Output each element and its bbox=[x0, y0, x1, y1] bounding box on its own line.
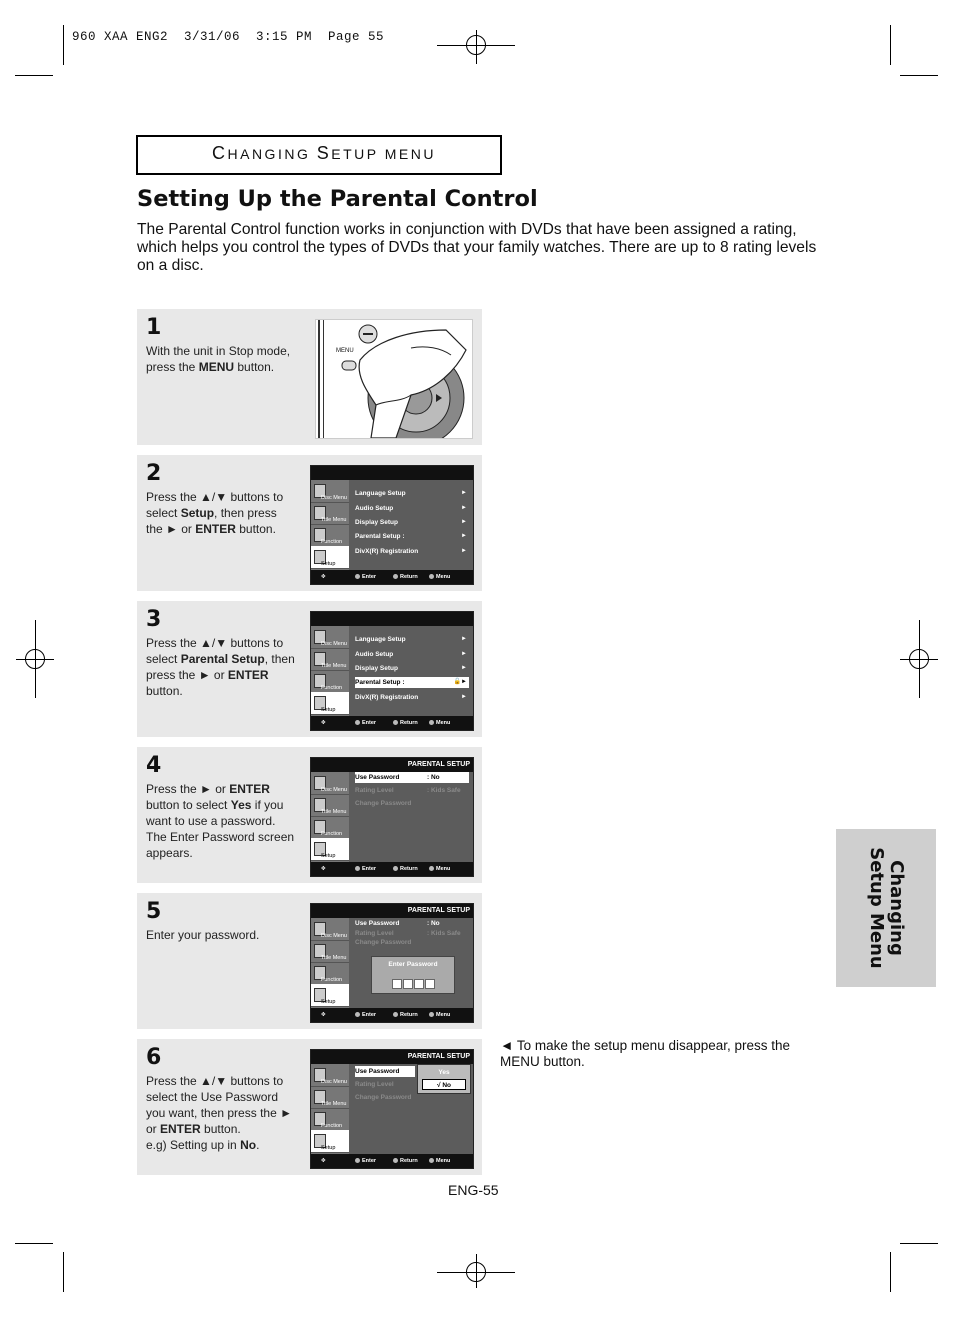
side-item-disc-menu: Disc Menu bbox=[311, 772, 349, 795]
osd-title-bar bbox=[311, 612, 473, 626]
osd-title-bar: PARENTAL SETUP bbox=[311, 904, 473, 918]
registration-mark bbox=[466, 1262, 486, 1282]
side-item-function: Function bbox=[311, 1108, 349, 1131]
step-text: Press the ▲/▼ buttons to select Setup, then press the ► or ENTER button. bbox=[146, 490, 284, 536]
step-text: Press the ▲/▼ buttons to select the Use Password you want, then press the ► or ENTER button. e.g) Setting up in No. bbox=[146, 1074, 292, 1152]
menu-row-selected: Use Password : No bbox=[355, 772, 469, 783]
side-item-function: Function bbox=[311, 524, 349, 547]
step-4 bbox=[137, 747, 482, 883]
side-item-setup: Setup bbox=[311, 546, 349, 569]
step-3 bbox=[137, 601, 482, 737]
registration-mark bbox=[466, 35, 486, 55]
lock-icon: 🔓► bbox=[453, 679, 467, 685]
menu-row: Rating Level : Kids Safe bbox=[355, 930, 461, 937]
side-item-function: Function bbox=[311, 962, 349, 985]
step-number: 4 bbox=[146, 753, 162, 778]
osd-title-bar bbox=[311, 466, 473, 480]
menu-row: Use Password : No bbox=[355, 920, 440, 927]
osd-yes-no-screen bbox=[310, 1049, 474, 1169]
side-item-setup: Setup bbox=[311, 692, 349, 715]
crop-mark bbox=[15, 1243, 53, 1244]
osd-bottom-bar: ✥ Enter Return Menu bbox=[311, 862, 473, 876]
osd-parental-screen bbox=[310, 757, 474, 877]
step-number: 6 bbox=[146, 1045, 162, 1070]
enter-password-dialog bbox=[371, 956, 455, 994]
osd-title-bar: PARENTAL SETUP bbox=[311, 1050, 473, 1064]
hand-pressing-menu-icon bbox=[316, 320, 472, 438]
side-item-function: Function bbox=[311, 816, 349, 839]
page-number: ENG-55 bbox=[448, 1182, 499, 1198]
menu-row: Change Password bbox=[355, 1094, 412, 1101]
osd-bottom-bar: ✥ Enter Return Menu bbox=[311, 1154, 473, 1168]
step-6 bbox=[137, 1039, 482, 1175]
menu-row: Change Password bbox=[355, 800, 412, 807]
password-digit bbox=[425, 979, 435, 989]
side-item-function: Function bbox=[311, 670, 349, 693]
intro-paragraph: The Parental Control function works in conjunction with DVDs that have been assigned a rating, which helps you control the types of DVDs that your family watches. There are up to 8 rating levels on a disc. bbox=[137, 221, 817, 274]
osd-side-menu bbox=[311, 918, 349, 1008]
osd-enter-password-screen bbox=[310, 903, 474, 1023]
side-item-disc-menu: Disc Menu bbox=[311, 1064, 349, 1087]
osd-side-menu bbox=[311, 1064, 349, 1154]
menu-row: Display Setup ► bbox=[355, 519, 467, 526]
step-1 bbox=[137, 309, 482, 445]
side-item-disc-menu: Disc Menu bbox=[311, 918, 349, 941]
crop-mark bbox=[890, 25, 891, 65]
note-text: ◄ To make the setup menu disappear, press the MENU button. bbox=[500, 1038, 791, 1069]
step-5 bbox=[137, 893, 482, 1029]
menu-row: Rating Level : Kids Safe bbox=[355, 787, 461, 794]
menu-row-selected: Parental Setup : 🔓► bbox=[355, 679, 467, 686]
crop-mark bbox=[63, 25, 64, 65]
crop-mark bbox=[15, 75, 53, 76]
osd-bottom-bar: ✥ Enter Return Menu bbox=[311, 1008, 473, 1022]
step-number: 1 bbox=[146, 315, 162, 340]
registration-mark bbox=[25, 649, 45, 669]
step-2 bbox=[137, 455, 482, 591]
osd-side-menu bbox=[311, 626, 349, 716]
nav-icon: ✥ bbox=[321, 1012, 326, 1018]
menu-row: Language Setup ► bbox=[355, 490, 467, 497]
menu-row: Language Setup ► bbox=[355, 636, 467, 643]
section-title: CHANGING SETUP MENU bbox=[212, 143, 436, 163]
menu-row: DivX(R) Registration ► bbox=[355, 694, 467, 701]
enter-password-label: Enter Password bbox=[388, 961, 438, 968]
step-number: 3 bbox=[146, 607, 162, 632]
side-item-setup: Setup bbox=[311, 984, 349, 1007]
step-text: With the unit in Stop mode, press the MENU button. bbox=[146, 344, 291, 374]
check-icon: √ bbox=[436, 1082, 441, 1089]
osd-side-menu bbox=[311, 480, 349, 570]
nav-icon: ✥ bbox=[321, 1158, 326, 1164]
side-item-title-menu: Title Menu bbox=[311, 794, 349, 817]
nav-icon: ✥ bbox=[321, 574, 326, 580]
menu-row: Audio Setup ► bbox=[355, 505, 467, 512]
step-text: Press the ► or ENTER button to select Yes if you want to use a password. The Enter Password screen appears. bbox=[146, 782, 295, 860]
nav-icon: ✥ bbox=[321, 720, 326, 726]
side-item-setup: Setup bbox=[311, 838, 349, 861]
option-yes: Yes bbox=[438, 1069, 450, 1076]
osd-title-bar: PARENTAL SETUP bbox=[311, 758, 473, 772]
osd-setup-screen bbox=[310, 611, 474, 731]
password-digit bbox=[414, 979, 424, 989]
side-item-title-menu: Title Menu bbox=[311, 502, 349, 525]
step-text: Enter your password. bbox=[146, 928, 260, 942]
side-item-setup: Setup bbox=[311, 1130, 349, 1153]
menu-row: Parental Setup : ► bbox=[355, 533, 467, 540]
registration-mark bbox=[909, 649, 929, 669]
side-item-title-menu: Title Menu bbox=[311, 940, 349, 963]
yes-no-popup bbox=[417, 1064, 471, 1094]
crop-mark bbox=[63, 1252, 64, 1292]
step-text: Press the ▲/▼ buttons to select Parental Setup, then press the ► or ENTER button. bbox=[146, 636, 295, 698]
menu-row: Change Password bbox=[355, 939, 412, 946]
password-digit bbox=[392, 979, 402, 989]
crop-mark bbox=[890, 1252, 891, 1292]
osd-setup-screen bbox=[310, 465, 474, 585]
crop-mark bbox=[900, 75, 938, 76]
page-title: Setting Up the Parental Control bbox=[137, 186, 538, 212]
side-item-disc-menu: Disc Menu bbox=[311, 626, 349, 649]
menu-row: DivX(R) Registration ► bbox=[355, 548, 467, 555]
osd-side-menu bbox=[311, 772, 349, 862]
osd-bottom-bar: ✥ Enter Return Menu bbox=[311, 716, 473, 730]
side-item-disc-menu: Disc Menu bbox=[311, 480, 349, 503]
side-tab-label: Changing Setup Menu bbox=[866, 847, 907, 969]
side-item-title-menu: Title Menu bbox=[311, 648, 349, 671]
osd-bottom-bar: ✥ Enter Return Menu bbox=[311, 570, 473, 584]
side-item-title-menu: Title Menu bbox=[311, 1086, 349, 1109]
menu-label: MENU bbox=[336, 348, 354, 354]
password-digit bbox=[403, 979, 413, 989]
menu-row-selected: Use Password bbox=[355, 1066, 415, 1077]
remote-illustration bbox=[315, 319, 473, 439]
menu-row: Audio Setup ► bbox=[355, 651, 467, 658]
crop-mark bbox=[900, 1243, 938, 1244]
step-number: 5 bbox=[146, 899, 162, 924]
menu-row: Rating Level bbox=[355, 1081, 394, 1088]
print-header: 960 XAA ENG2 3/31/06 3:15 PM Page 55 bbox=[72, 30, 385, 44]
option-no: √ No bbox=[422, 1079, 466, 1090]
step-number: 2 bbox=[146, 461, 162, 486]
menu-row: Display Setup ► bbox=[355, 665, 467, 672]
nav-icon: ✥ bbox=[321, 866, 326, 872]
